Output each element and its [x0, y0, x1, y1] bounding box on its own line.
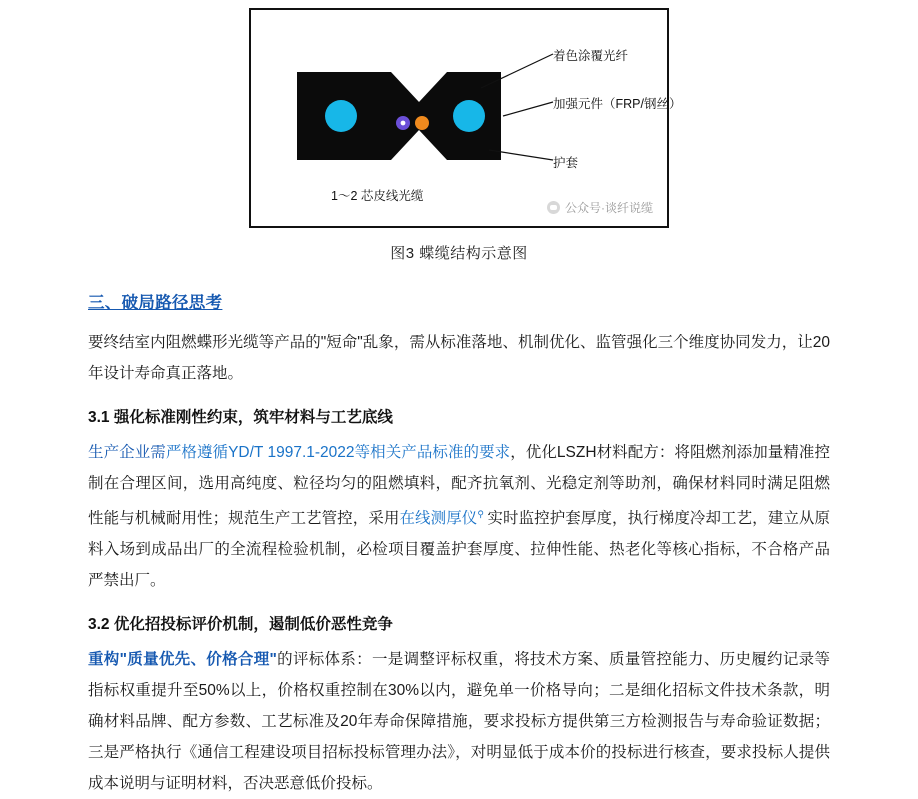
callout-label-3: 护套: [553, 156, 579, 170]
inline-link-standard[interactable]: 严格遵循YD/T 1997.1-2022等相关产品标准的要求: [165, 444, 511, 461]
para-text-c: 的评标体系：一是调整评标权重，将技术方案、质量管控能力、历史履约记录等指标权重提升至50%以上，价格权重控制在30%以内，避免单一价格导向；二是细化招标文件技术条款，明确材料品牌、配方参数、工艺标准及20年寿命保障措施，要求投标方提供第三方检测报告与寿命验证数据；三是严格执行《通信工程建设项目招标投标管理办法》，对明显低于成本价的投标进行核查，要求投标人提供成本说明与证明材料，否决恶意低价投标。: [88, 651, 830, 793]
watermark-text: 公众号·谈纤说缆: [565, 201, 653, 215]
leader-line-2: [503, 102, 553, 116]
callout-colored-fiber: [553, 46, 628, 64]
subsection-3-1-paragraph: [88, 437, 830, 596]
center-element-core: [401, 121, 406, 126]
callout-label-1: 着色涂覆光纤: [553, 49, 629, 63]
quoted-principle: "质量优先、价格合理": [119, 651, 277, 669]
subsection-heading-3-1: 3.1 强化标准刚性约束，筑牢材料与工艺底线: [88, 409, 393, 426]
callout-label-2: 加强元件（FRP/钢丝）: [553, 97, 682, 111]
figure-caption: 图3 蝶缆结构示意图: [390, 245, 528, 262]
para-text-b: 实时监控护套厚度，执行梯度冷却工艺，建立从原料入场到成品出厂的全流程检验机制，必检项目覆盖护套厚度、拉伸性能、热老化等核心指标，不合格产品严禁出厂。: [88, 510, 830, 590]
document-body: [0, 289, 918, 799]
figure-block: [0, 0, 918, 263]
leader-line-1: [481, 54, 553, 88]
center-element-orange: [415, 116, 429, 130]
callout-jacket: [553, 153, 578, 171]
inline-link-thickness-gauge[interactable]: 在线测厚仪: [399, 510, 478, 528]
para-text-a: ，优化LSZH材料配方：将阻燃剂添加量精准控制在合理区间，选用高纯度、粒径均匀的阻燃填料，配齐抗氧剂、光稳定剂等助剂，确保材料同时满足阻燃性能与机械耐用性；规范生产工艺管控，采用: [88, 444, 830, 528]
figure-inner-label: 1～2 芯皮线光缆: [331, 189, 424, 203]
cable-diagram: [249, 8, 682, 228]
section-heading: 三、破局路径思考: [88, 294, 223, 312]
colored-fiber-right: [453, 100, 485, 132]
subsection-3-2-paragraph: [88, 644, 830, 799]
watermark-logo-icon: [547, 201, 560, 214]
para-lead-text: 生产企业需: [88, 444, 166, 461]
subsection-heading-3-2: 3.2 优化招投标评价机制，遏制低价恶性竞争: [88, 616, 393, 634]
watermark: [547, 199, 653, 216]
colored-fiber-left: [325, 100, 357, 132]
cable-cross-section-svg: [251, 10, 667, 226]
search-icon: ⚲: [477, 509, 484, 519]
para-lead-text-2: 重构: [88, 651, 120, 669]
callout-strength-member: [553, 94, 681, 112]
section-intro-paragraph: 要终结室内阻燃蝶形光缆等产品的"短命"乱象，需从标准落地、机制优化、监管强化三个维度协同发力，让20年设计寿命真正落地。: [88, 334, 830, 382]
